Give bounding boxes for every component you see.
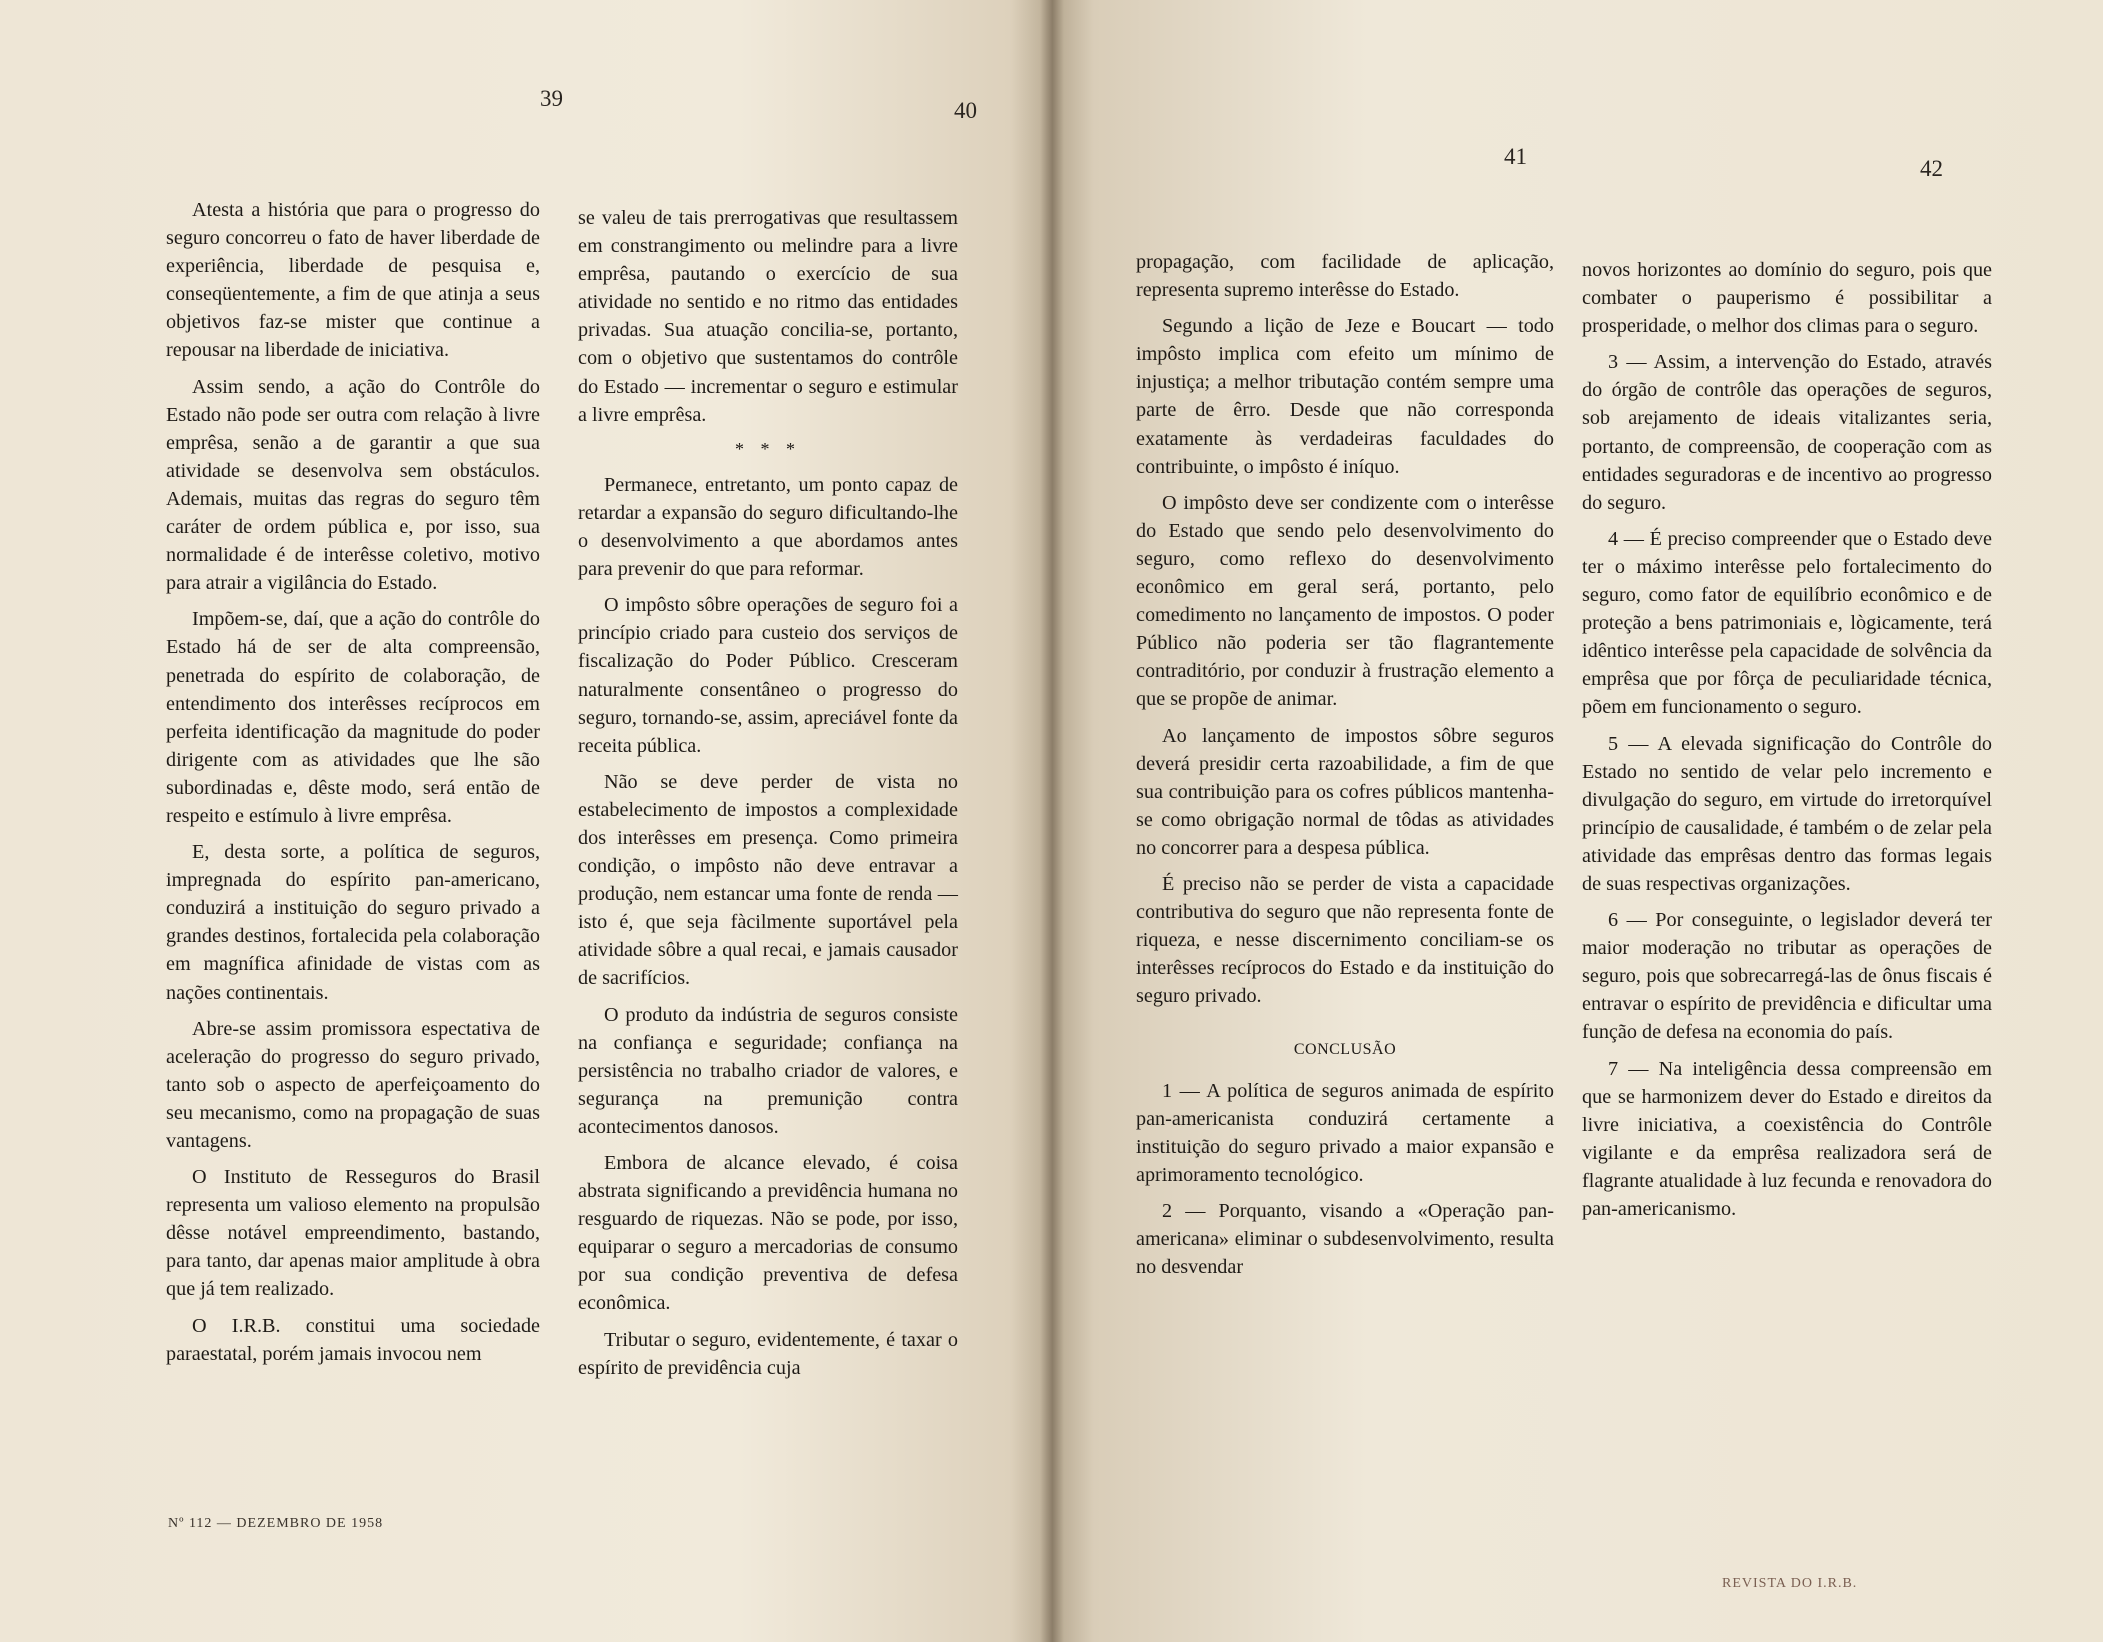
paragraph: 5 — A elevada significação do Contrôle do Estado no sentido de velar pelo incremento e divulgação do seguro, em virtude do irretorquível princípio de causalidade, é também o de zelar pela atividade das emprêsas dentro das formas legais de suas respectivas organizações. (1582, 732, 1992, 895)
page-number-42: 42 (1920, 156, 1943, 181)
right-page (1052, 0, 2103, 1642)
footer-journal: REVISTA DO I.R.B. (1722, 1576, 1858, 1591)
paragraph: 2 — Porquanto, visando a «Operação pan-americana» eliminar o subdesenvolvimento, resulta no desvendar (1136, 1199, 1554, 1279)
page-number-41: 41 (1504, 144, 1527, 169)
paragraph: 6 — Por conseguinte, o legislador deverá ter maior moderação no tributar as operações de seguro, pois que sobrecarregá-las de ônus fiscais é entravar o espírito de previdência e dificultar uma função de defesa na economia do país. (1582, 909, 1992, 1044)
column-page-41 (1136, 248, 1554, 1281)
paragraph: Tributar o seguro, evidentemente, é taxar o espírito de previdência cuja (578, 1328, 958, 1379)
paragraph: É preciso não se perder de vista a capacidade contributiva do seguro que não representa fonte de riqueza, e nesse discernimento conciliam-se os interêsses recíprocos do Estado e da instituição do seguro privado. (1136, 872, 1554, 1008)
paragraph: propagação, com facilidade de aplicação, representa supremo interêsse do Estado. (1136, 251, 1554, 302)
conclusion-heading: CONCLUSÃO (1293, 1041, 1397, 1059)
book-spine (1040, 0, 1064, 1642)
paragraph: 7 — Na inteligência dessa compreensão em que se harmonizem dever do Estado e direitos da livre iniciativa, a coexistência do Contrôle vigilante e da emprêsa realizadora será de flagrante atualidade à luz fecunda e renovadora do pan-americanismo. (1582, 1057, 1992, 1220)
paragraph: 1 — A política de seguros animada de espírito pan-americanista conduzirá certamente a instituição do seguro privado a maior expansão e aprimoramento tecnológico. (1136, 1079, 1554, 1186)
section-separator: * * * (735, 438, 801, 459)
page-number-40: 40 (954, 98, 977, 123)
paragraph: Permanece, entretanto, um ponto capaz de retardar a expansão do seguro dificultando-lhe o desenvolvimento a que abordamos antes para prevenir do que para reformar. (578, 473, 958, 581)
paragraph: Segundo a lição de Jeze e Boucart — todo impôsto implica com efeito um mínimo de injustiça; a melhor tributação contém sempre uma parte de êrro. Desde que não corresponda exatamente às verdadeiras faculdades do contribuinte, o impôsto é iníquo. (1136, 315, 1554, 478)
column-page-42 (1582, 256, 1992, 1223)
paragraph: se valeu de tais prerrogativas que resultassem em constrangimento ou melindre para a livre emprêsa, pautando o exercício de sua atividade no sentido e no ritmo das entidades privadas. Sua atuação concilia-se, portanto, com o objetivo que sustentamos do contrôle do Estado — incrementar o seguro e estimular a livre emprêsa. (578, 207, 958, 426)
paragraph: Abre-se assim promissora espectativa de aceleração do progresso do seguro privado, tanto sob o aspecto de aperfeiçoamento do seu mecanismo, como na propagação de suas vantagens. (166, 1017, 540, 1152)
column-page-39 (166, 196, 540, 1368)
paragraph: 3 — Assim, a intervenção do Estado, através do órgão de contrôle das operações de seguros, sob arejamento de ideais vitalizantes seria, portanto, de compreensão, de cooperação com as entidades seguradoras e de incentivo ao progresso do seguro. (1582, 351, 1992, 514)
footer-issue: Nº 112 — DEZEMBRO DE 1958 (168, 1516, 384, 1531)
column-page-40 (578, 204, 958, 1382)
paragraph: Atesta a história que para o progresso do seguro concorreu o fato de haver liberdade de experiência, liberdade de pesquisa e, conseqüentemente, a fim de que atinja a seus objetivos faz-se mister que continue a repousar na liberdade de iniciativa. (166, 199, 540, 362)
paragraph: 4 — É preciso compreender que o Estado deve ter o máximo interêsse pelo fortalecimento do seguro, como fator de equilíbrio econômico e de proteção a bens patrimoniais e, lògicamente, terá idêntico interêsse pela capacidade de solvência da emprêsa que por fôrça de peculiaridade técnica, põem em funcionamento o seguro. (1582, 527, 1992, 719)
paragraph: E, desta sorte, a política de seguros, impregnada do espírito pan-americano, conduzirá a instituição do seguro privado a grandes destinos, fortalecida pela colaboração em magnífica afinidade de vistas com as nações continentais. (166, 841, 540, 1004)
paragraph: O Instituto de Resseguros do Brasil representa um valioso elemento na propulsão dêsse notável empreendimento, bastando, para tanto, dar apenas maior amplitude à obra que já tem realizado. (166, 1166, 540, 1301)
paragraph: Embora de alcance elevado, é coisa abstrata significando a previdência humana no resguardo de riquezas. Não se pode, por isso, equiparar o seguro a mercadorias de consumo por sua condição preventiva de defesa econômica. (578, 1152, 958, 1315)
paragraph: O impôsto deve ser condizente com o interêsse do Estado que sendo pelo desenvolvimento do seguro, como reflexo do desenvolvimento econômico em geral será, portanto, pelo comedimento no lançamento de impostos. O poder Público não poderia ser tão flagrantemente contraditório, por conduzir à frustração elemento a que se propõe de animar. (1136, 491, 1554, 711)
paragraph: Não se deve perder de vista no estabelecimento de impostos a complexidade dos interêsses em presença. Como primeira condição, o impôsto não deve entravar a produção, nem estancar uma fonte de renda — isto é, que seja fàcilmente suportável pela atividade sôbre a qual recai, e jamais causador de sacrifícios. (578, 770, 958, 990)
paragraph: O impôsto sôbre operações de seguro foi a princípio criado para custeio dos serviços de fiscalização do Poder Público. Cresceram naturalmente consentâneo o progresso do seguro, tornando-se, assim, apreciável fonte da receita pública. (578, 594, 958, 757)
paragraph: Ao lançamento de impostos sôbre seguros deverá presidir certa razoabilidade, a fim de que sua contribuição para os cofres públicos mantenha-se como obrigação normal de tôdas as atividades no concorrer para a despesa pública. (1136, 724, 1554, 859)
paragraph: O produto da indústria de seguros consiste na confiança e seguridade; confiança na persistência no trabalho criador de valores, e segurança na premunição contra acontecimentos danosos. (578, 1003, 958, 1138)
page-number-39: 39 (540, 86, 563, 111)
paragraph: Impõem-se, daí, que a ação do contrôle do Estado há de ser de alta compreensão, penetrada do espírito de colaboração, de entendimento dos interêsses recíprocos em perfeita identificação da magnitude do poder dirigente com as atividades que lhe são subordinadas e, dêste modo, será então de respeito e estímulo à livre emprêsa. (166, 608, 540, 827)
paragraph: novos horizontes ao domínio do seguro, pois que combater o pauperismo é possibilitar a prosperidade, o melhor dos climas para o seguro. (1582, 259, 1992, 338)
paragraph: Assim sendo, a ação do Contrôle do Estado não pode ser outra com relação à livre emprêsa, senão a de garantir a que sua atividade se desenvolva sem obstáculos. Ademais, muitas das regras do seguro têm caráter de ordem pública e, por isso, sua normalidade é de interêsse coletivo, motivo para atrair a vigilância do Estado. (166, 375, 540, 595)
paragraph: O I.R.B. constitui uma sociedade paraestatal, porém jamais invocou nem (166, 1314, 540, 1365)
